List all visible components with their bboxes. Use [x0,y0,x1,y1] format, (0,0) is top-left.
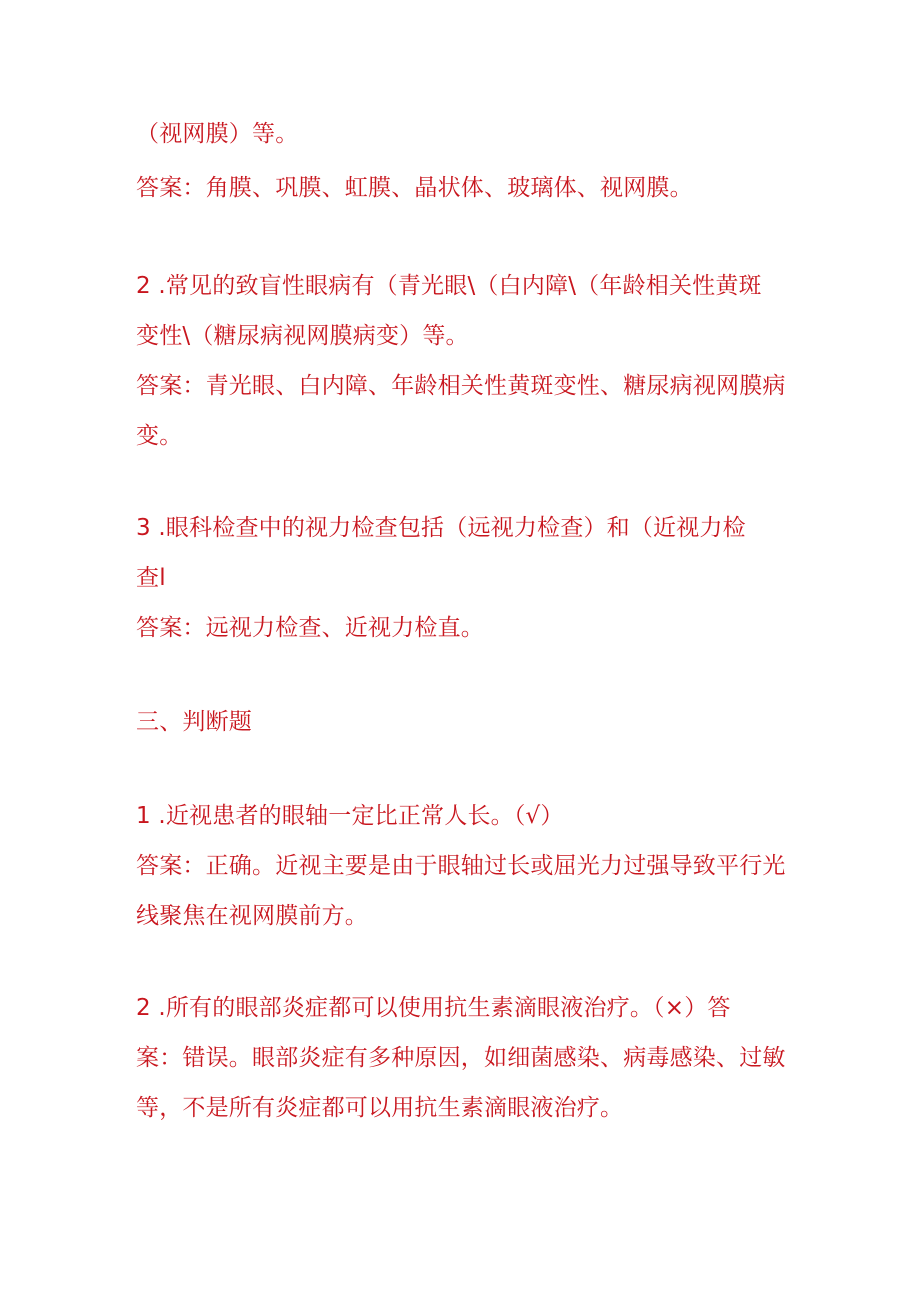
q2-question-line2: 变性\（糖尿病视网膜病变）等。 [136,323,469,349]
judgment-2-line2: 案：错误。眼部炎症有多种原因，如细菌感染、病毒感染、过敏 [136,1045,786,1071]
judgment-2-line1: 2 .所有的眼部炎症都可以使用抗生素滴眼液治疗。（×）答 [136,995,731,1021]
q2-answer-line1: 答案：青光眼、白内障、年龄相关性黄斑变性、糖尿病视网膜病 [136,373,786,399]
judgment-2-line3: 等，不是所有炎症都可以用抗生素滴眼液治疗。 [136,1095,624,1121]
q2-question-line1: 2 .常见的致盲性眼病有（青光眼\（白内障\（年龄相关性黄斑 [136,273,762,299]
q1-answer: 答案：角膜、巩膜、虹膜、晶状体、玻璃体、视网膜。 [136,175,693,201]
q3-answer: 答案：远视力检查、近视力检直。 [136,615,484,641]
q3-question-line2: 查l [136,565,166,591]
judgment-1-answer-line2: 线聚焦在视网膜前方。 [136,903,368,929]
q2-answer-line2: 变。 [136,423,183,449]
judgment-1-answer-line1: 答案：正确。近视主要是由于眼轴过长或屈光力过强导致平行光 [136,853,786,879]
q1-tail-text: （视网膜）等。 [136,121,299,147]
q3-question-line1: 3 .眼科检查中的视力检查包括（远视力检查）和（近视力检 [136,515,746,541]
judgment-1-question: 1 .近视患者的眼轴一定比正常人长。（√） [136,803,564,829]
section-heading: 三、判断题 [136,709,252,735]
